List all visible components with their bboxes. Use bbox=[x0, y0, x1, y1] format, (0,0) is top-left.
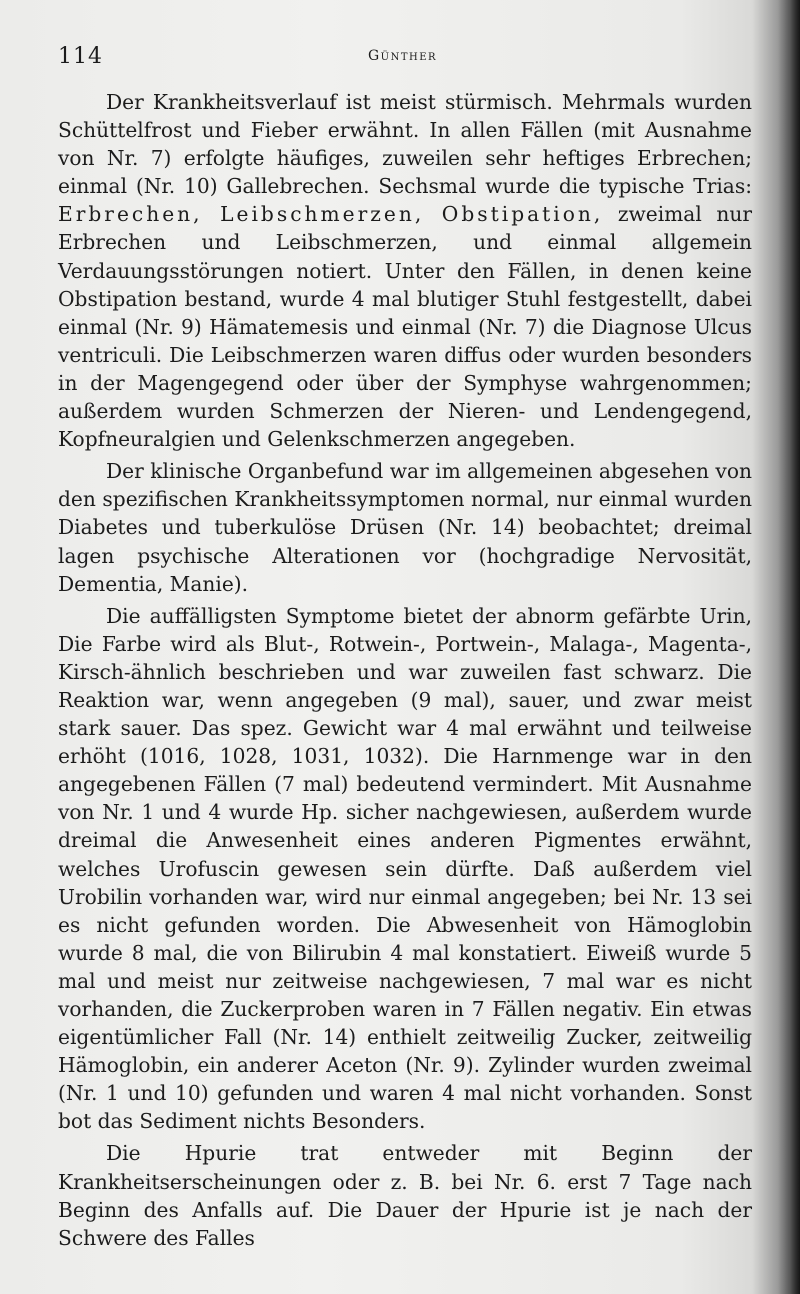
paragraph-symptoms bbox=[58, 88, 752, 453]
spaced-emphasis-text: Erbrechen, Leibschmerzen, Obstipation, bbox=[58, 202, 604, 227]
paragraph-organ-findings: Der klinische Organbefund war im allgemeinen abgesehen von den spezifischen Krankheitssymptomen normal, nur einmal wurden Diabetes und tuberkulöse Drüsen (Nr. 14) beobachtet; dreimal lagen psychische Alterationen vor (hochgradige Nervosität, Dementia, Manie). bbox=[58, 459, 752, 596]
paragraph-text: zweimal nur Erbrechen und Leibschmerzen, und einmal allgemein Verdauungsstörungen notiert. Unter den Fällen, in denen keine Obstipation bestand, wurde 4 mal blutiger Stuhl festgestellt, dabei einmal (Nr. 9) Hämatemesis und einmal (Nr. 7) die Diagnose Ulcus ventriculi. Die Leibschmerzen waren diffus oder wurden besonders in der Magengegend oder über der Symphyse wahrgenommen; außerdem wurden Schmerzen der Nieren- und Lendengegend, Kopfneuralgien und Gelenkschmerzen angegeben. bbox=[58, 202, 752, 452]
page-number: 114 bbox=[58, 44, 103, 69]
page-header bbox=[58, 44, 752, 74]
book-spine-shadow bbox=[778, 0, 800, 1294]
paragraph-text: Der Krankheitsverlauf ist meist stürmisch. Mehrmals wurden Schüttelfrost und Fieber erwähnt. In allen Fällen (mit Ausnahme von Nr. 7) erfolgte häufiges, zuweilen sehr heftiges Erbrechen; einmal (Nr. 10) Gallebrechen. Sechsmal wurde die typische Trias: bbox=[58, 90, 752, 199]
body-text bbox=[58, 88, 752, 1256]
running-head: Günther bbox=[368, 48, 438, 64]
paragraph-hpurie: Die Hpurie trat entweder mit Beginn der Krankheitserscheinungen oder z. B. bei Nr. 6. erst 7 Tage nach Beginn des Anfalls auf. Die Dauer der Hpurie ist je nach der Schwere des Falles bbox=[58, 1141, 752, 1250]
paragraph-urine: Die auffälligsten Symptome bietet der abnorm gefärbte Urin, Die Farbe wird als Blut-, Rotwein-, Portwein-, Malaga-, Magenta-, Kirsch-ähnlich beschrieben und war zuweilen fast schwarz. Die Reaktion war, wenn angegeben (9 mal), sauer, und zwar meist stark sauer. Das spez. Gewicht war 4 mal erwähnt und teilweise erhöht (1016, 1028, 1031, 1032). Die Harnmenge war in den angegebenen Fällen (7 mal) bedeutend vermindert. Mit Ausnahme von Nr. 1 und 4 wurde Hp. sicher nachgewiesen, außerdem wurde dreimal die Anwesenheit eines anderen Pigmentes erwähnt, welches Urofuscin gewesen sein dürfte. Daß außerdem viel Urobilin vorhanden war, wird nur einmal angegeben; bei Nr. 13 sei es nicht gefunden worden. Die Abwesenheit von Hämoglobin wurde 8 mal, die von Bilirubin 4 mal konstatiert. Eiweiß wurde 5 mal und meist nur zeitweise nachgewiesen, 7 mal war es nicht vorhanden, die Zuckerproben waren in 7 Fällen negativ. Ein etwas eigentümlicher Fall (Nr. 14) enthielt zeitweilig Zucker, zeitweilig Hämoglobin, ein anderer Aceton (Nr. 9). Zylinder wurden zweimal (Nr. 1 und 10) gefunden und waren 4 mal nicht vorhanden. Sonst bot das Sediment nichts Besonders. bbox=[58, 603, 752, 1134]
